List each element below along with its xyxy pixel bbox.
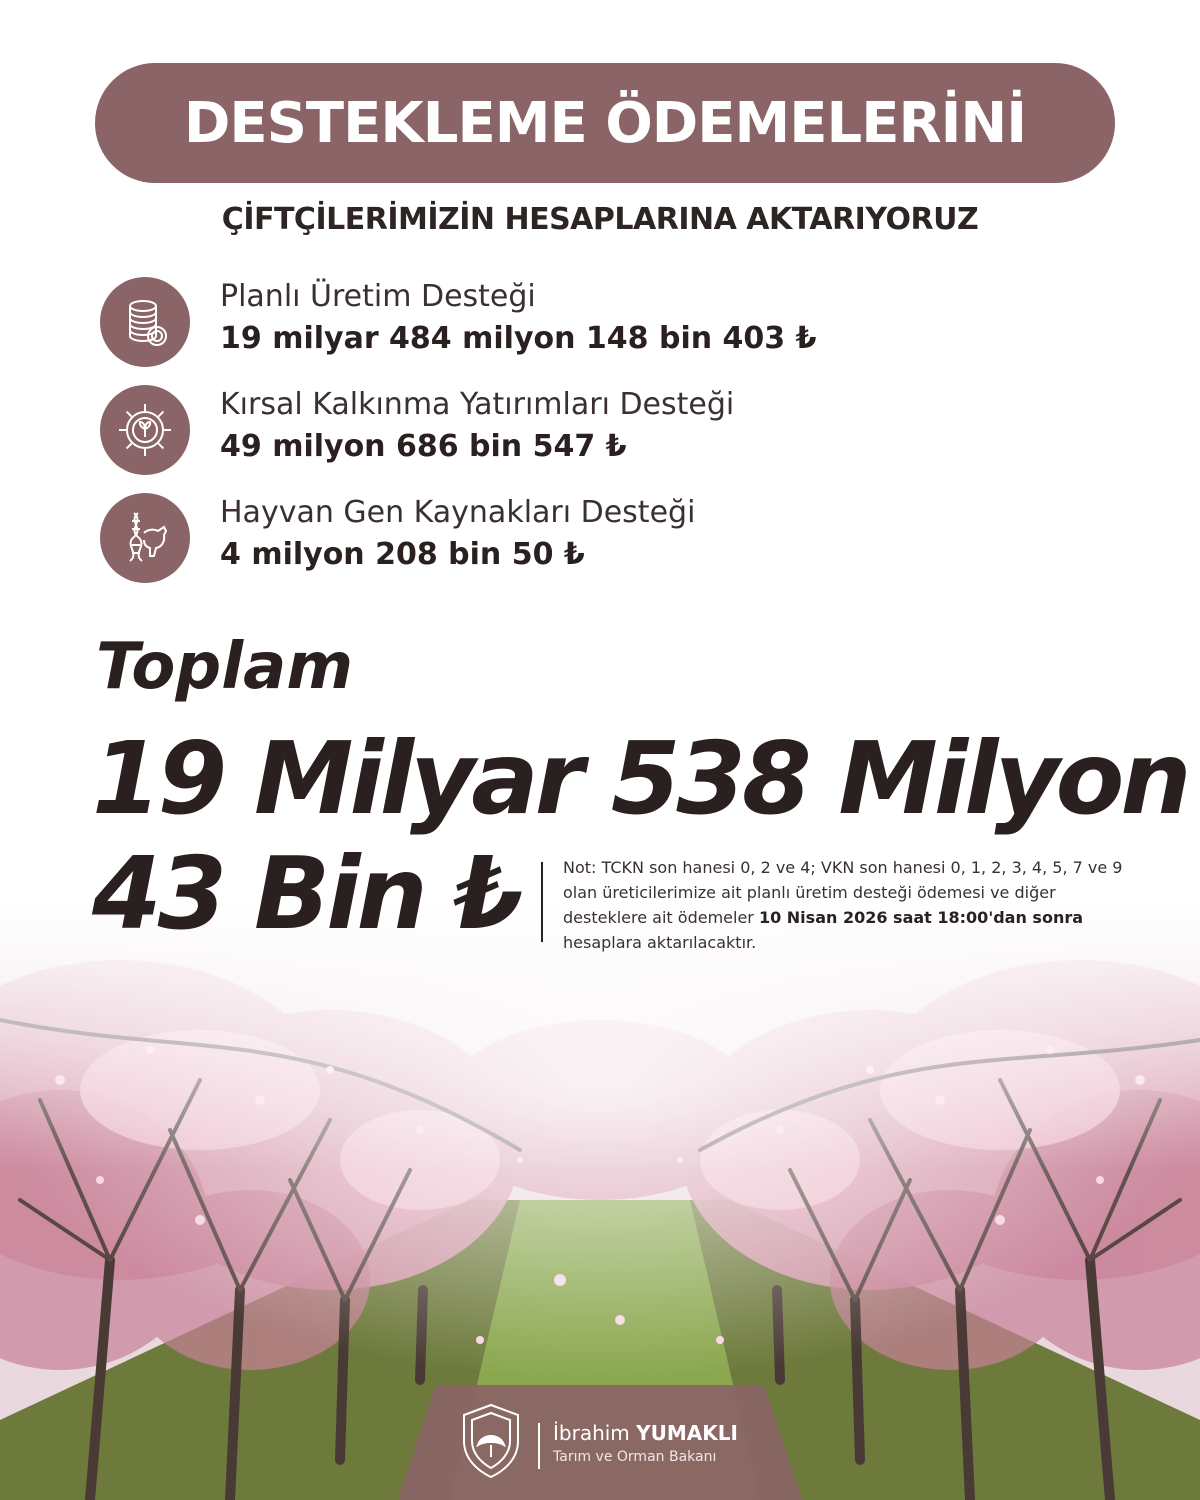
support-name: Hayvan Gen Kaynakları Desteği xyxy=(220,495,696,530)
support-item-kirsal-kalkinma xyxy=(100,385,1000,475)
support-name: Kırsal Kalkınma Yatırımları Desteği xyxy=(220,387,735,422)
support-item-hayvan-gen xyxy=(100,493,1000,583)
support-amount: 49 milyon 686 bin 547 ₺ xyxy=(220,429,627,464)
note-text-prefix: Not: TCKN son hanesi 0, 2 ve 4; VKN son hanesi 0, 1, 2, 3, 4, 5, 7 ve 9 olan üreticilerimize ait planlı üretim desteği ödemesi ve diğer desteklere ait ödemeler xyxy=(563,858,1123,927)
gear-sprout-icon xyxy=(100,385,190,475)
minister-name xyxy=(553,1421,738,1445)
minister-first-name: İbrahim xyxy=(553,1421,630,1445)
total-label: Toplam xyxy=(96,630,353,704)
note-text-bold: 10 Nisan 2026 saat 18:00'dan sonra xyxy=(758,908,1084,927)
title-banner xyxy=(95,63,1115,183)
page-title: DESTEKLEME ÖDEMELERİNİ xyxy=(183,90,1027,156)
minister-last-name: YUMAKLI xyxy=(636,1421,738,1445)
total-amount-line1: 19 Milyar 538 Milyon xyxy=(92,720,1188,837)
dna-cow-icon xyxy=(100,493,190,583)
coins-icon xyxy=(100,277,190,367)
ministry-emblem-icon xyxy=(456,1401,526,1481)
minister-signature xyxy=(398,1385,802,1500)
payment-note xyxy=(563,855,1143,955)
note-text-suffix: hesaplara aktarılacaktır. xyxy=(563,933,757,952)
signature-divider xyxy=(538,1423,540,1469)
support-item-planli-uretim xyxy=(100,277,1000,367)
page-subtitle: ÇİFTÇİLERİMİZİN HESAPLARINA AKTARIYORUZ xyxy=(221,202,979,237)
support-amount: 19 milyar 484 milyon 148 bin 403 ₺ xyxy=(220,321,817,356)
minister-title: Tarım ve Orman Bakanı xyxy=(553,1449,717,1465)
note-divider xyxy=(541,862,543,942)
support-name: Planlı Üretim Desteği xyxy=(220,279,536,314)
support-amount: 4 milyon 208 bin 50 ₺ xyxy=(220,537,585,572)
total-amount-line2: 43 Bin ₺ xyxy=(92,835,521,952)
